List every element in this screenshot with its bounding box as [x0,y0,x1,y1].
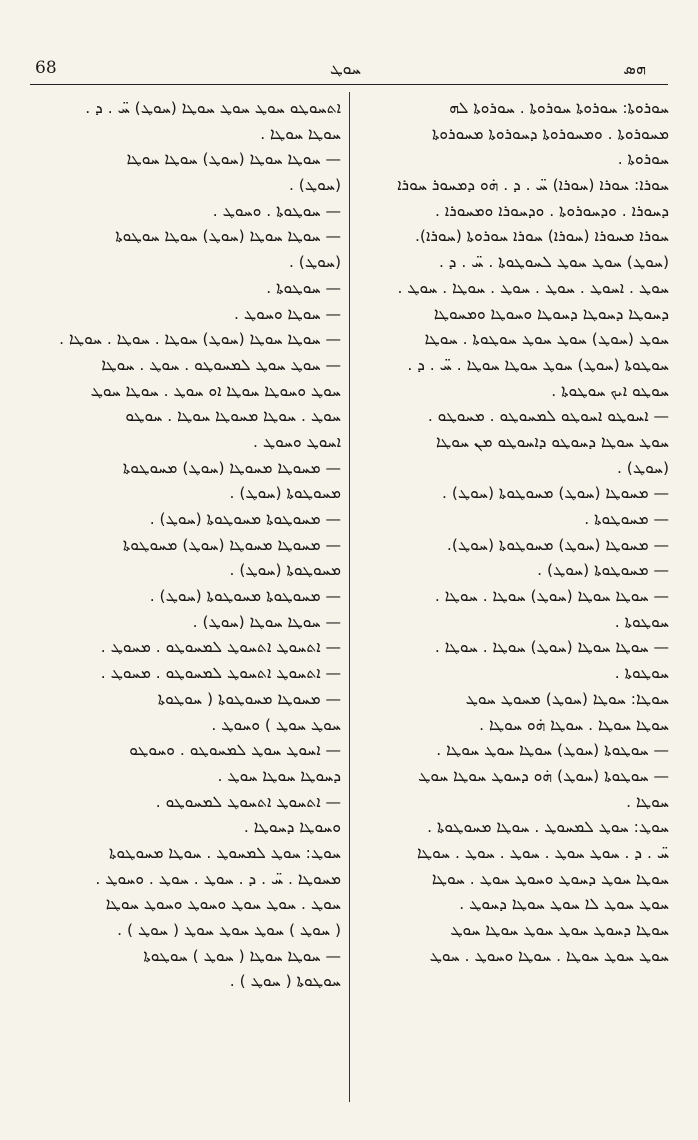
text-line: ܚܘܪܐ ܡܚܘܪܐ (ܚܘܪܐ) ܚܘܪܐ ܚܘܪܘܬܐ (ܚܘܪܐ). [414,227,669,246]
text-line: — ܚܘܛܐ ܚܘܛܐ (ܚܘܛ) ܚܘܛܐ ܚܘܛܘܬܐ [115,227,341,246]
left-column [29,96,341,995]
text-line: ܚܘܛܘܬܐ ( ܚܘܛ ) . [229,972,341,991]
text-line: ܚܘܪܘܬܐ: ܚܘܪܘܬܐ ܚܘܪܘܬܐ . ܚܘܪܘܬܐ ܠܗ [449,99,669,117]
text-line: — ܚܘܛܘܬܐ (ܚܘܛ) ܚܘܛܐ ܚܘܛ ܚܘܛܐ . [436,741,669,760]
text-line: ܚܘܛܘ ܐܝܟ ܚܘܛܘܬܐ . [551,381,669,400]
text-line: ܚܘܛ . ܚܘܛ ܚܘܛ ܘܚܘܛ ܘܚܘܛ ܚܘܛܐ [105,895,341,914]
column-divider [349,92,350,1102]
text-line: (ܚܘܛ) ܚܘܛ ܚܘܛ ܠܚܘܛܘܬܐ . ܚ̈ . ܕ . [438,253,669,272]
page-header [0,58,698,84]
right-column [357,96,669,969]
text-line: — ܐܬܚܘܛ ܐܬܚܘܛ ܠܡܚܘܛܘ . [155,792,341,811]
text-line: ܕܚܘܛܐ ܚܘܛܐ ܚܘܛ . [217,766,341,785]
text-line: ܚܘܪܘܬܐ . [617,150,669,169]
text-line: — ܡܚܘܛܐ (ܚܘܛ) ܡܚܘܛܘܬܐ (ܚܘܛ). [446,535,669,554]
text-line: ܚܘܛ ܚܘܛ ܚܘܛܐ . ܚܘܛܐ ܘܚܘܛ . ܚܘܛ [429,946,669,965]
text-line: — ܚܘܛܐ ܚܘܛܐ (ܚܘܛ) ܚܘܛܐ . ܚܘܛܐ . [434,587,669,606]
text-line: ܚܘܛܐ ܚܘܛܐ . [260,124,341,143]
text-line: — ܐܬܚܘܛ ܐܬܚܘܛ ܠܡܚܘܛܘ . ܡܚܘܛ . [100,664,341,683]
text-line: — ܚܘܛܘܬܐ (ܚܘܛ) ܗ̇ܘ ܕܚܘܛ ܚܘܛܐ ܚܘܛ [418,766,669,785]
page-number: 68 [35,58,57,78]
text-line: — ܡܚܘܛܘܬܐ ܡܚܘܛܘܬܐ (ܚܘܛ) . [149,587,341,606]
text-line: ܚܘܛܐ . [626,792,669,811]
text-line: ܚ̈ . ܕ . ܚܘܛ ܚܘܛ . ܚܘܛ . ܚܘܛ . ܚܘܛܐ [417,843,669,862]
text-line: — ܚܘܛܐ ܚܘܛܐ (ܚܘܛ) . [192,612,341,631]
text-line: (ܚܘܛ) . [616,458,669,477]
text-line: — ܚܘܛܘܬܐ . ܘܚܘܛ . [212,201,341,220]
text-line: — ܡܚܘܛܘܬܐ (ܚܘܛ) . [537,561,669,580]
text-line: — ܚܘܛ ܚܘܛ ܠܡܚܘܛܘ . ܚܘܛ . ܚܘܛܐ [101,355,341,374]
text-line: ܚܘܛܐ ܚܘܛܐ . ܚܘܛܐ ܗ̇ܘ ܚܘܛܐ . [479,715,669,734]
header-right-mark: ܗܣ [623,59,646,78]
text-line: — ܡܚܘܛܐ ܡܚܘܛܐ (ܚܘܛ) ܡܚܘܛܘܬܐ [122,458,341,477]
text-line: ܚܘܛ ܘܚܘܛܐ ܚܘܛܐ ܐܘ ܚܘܛ . ܚܘܛܐ ܚܘܛ [90,381,341,400]
text-line: ܕܚܘܪܐ . ܘܕܚܘܪܘܬܐ . ܘܕܚܘܪܐ ܘܡܚܘܪܐ . [434,201,669,220]
text-line: ܚܘܪܐ: ܚܘܪܐ (ܚܘܪܐ) ܚ̈ . ܕ . ܗ̇ܘ ܕܡܚܘܪ ܚܘܪܐ [397,176,669,195]
text-line: ܐܚܘܛ ܘܚܘܛ . [253,432,341,451]
text-line: ܚܘܛܐ ܕܚܘܛ ܚܘܛ ܚܘܛ ܚܘܛܐ ܚܘܛ [450,921,669,939]
text-line: ܚܘܛܐ ܚܘܛ ܕܚܘܛ ܘܚܘܛ ܚܘܛ . ܚܘܛܐ [431,869,669,888]
text-line: — ܚܘܛܘܬܐ . [266,278,341,297]
text-line: ܡܚܘܛܘܬܐ (ܚܘܛ) . [229,484,341,503]
text-line: ܚܘܛ: ܚܘܛ ܠܡܚܘܛ . ܚܘܛܐ ܡܚܘܛܘܬܐ [108,843,341,862]
text-line: — ܐܚܘܛܘ ܐܚܘܛܘ ܠܡܚܘܛܘ . ܡܚܘܛܘ . [427,407,669,426]
text-line: ܚܘܛܘܬܐ . [614,664,669,683]
text-line: — ܡܚܘܛܘܬܐ ܡܚܘܛܘܬܐ (ܚܘܛ) . [149,510,341,528]
text-line: (ܚܘܛ) . [288,253,341,272]
text-line: ( ܚܘܛ ) ܚܘܛ ܚܘܛ ܚܘܛ ( ܚܘܛ ) . [117,921,341,939]
text-line: ܚܘܛܘܬܐ (ܚܘܛ) ܚܘܛ ܚܘܛܐ ܚܘܛܐ . ܚ̈ . ܕ . [407,355,669,374]
text-line: ܕܚܘܛܐ ܕܚܘܛܐ ܕܚܘܛܐ ܘܚܘܛܐ ܘܡܚܘܛܐ [433,304,669,323]
text-line: ܚܘܛ ܚܘܛܐ ܕܚܘܛܘ ܕܐܚܘܛܘ ܡܢ ܚܘܛܐ [436,432,669,451]
running-head: ܚܘܛ [330,59,362,78]
text-line: — ܚܘܛܐ ܚܘܛܐ (ܚܘܛ) ܚܘܛܐ . ܚܘܛܐ . ܚܘܛܐ . [59,330,341,349]
text-line: (ܚܘܛ) . [288,176,341,195]
text-line: — ܚܘܛܐ ܚܘܛܐ (ܚܘܛ) ܚܘܛܐ . ܚܘܛܐ . [434,638,669,657]
text-line: — ܐܚܘܛ ܚܘܛ ܠܡܚܘܛܘ . ܘܚܘܛܘ [129,741,341,760]
text-line: — ܡܚܘܛܘܬܐ . [584,510,669,528]
text-line: ܚܘܛ . ܐܚܘܛ . ܚܘܛ . ܚܘܛ . ܚܘܛܐ . ܚܘܛ . [397,278,669,297]
text-line: ܡܚܘܪܘܬܐ . ܘܡܚܘܪܘܬܐ ܕܚܘܪܘܬܐ ܡܚܘܪܘܬܐ [431,124,669,143]
text-line: ܚܘܛܐ: ܚܘܛܐ (ܚܘܛ) ܡܚܘܛ ܚܘܛ [465,689,669,708]
text-line: ܚܘܛ ܚܘܛ ) ܘܚܘܛ . [211,715,341,734]
text-line: ܚܘܛ (ܚܘܛ) ܚܘܛ ܚܘܛ ܚܘܛܘܬܐ . ܚܘܛܐ [424,330,669,349]
text-line: — ܐܬܚܘܛ ܐܬܚܘܛ ܠܡܚܘܛܘ . ܡܚܘܛ . [100,638,341,657]
text-line: — ܡܚܘܛܐ (ܚܘܛ) ܡܚܘܛܘܬܐ (ܚܘܛ) . [441,484,669,503]
text-line: ܐܬܚܘܛܘ ܚܘܛ ܚܘܛ ܚܘܛܐ (ܚܘܛ) ܚ̈ . ܕ . [85,99,341,117]
text-line: ܡܚܘܛܘܬܐ (ܚܘܛ) . [229,561,341,580]
text-line: — ܚܘܛܐ ܚܘܛܐ (ܚܘܛ) ܚܘܛܐ ܚܘܛܐ [126,150,341,169]
text-line: ܚܘܛ ܚܘܛ ܠܐ ܚܘܛ ܚܘܛܐ ܕܚܘܛ . [459,895,669,914]
text-line: ܚܘܛܘܬܐ . [614,612,669,631]
text-line: — ܚܘܛܐ ܚܘܛܐ ( ܚܘܛ ) ܚܘܛܘܬܐ [143,946,341,965]
text-line: ܚܘܛ: ܚܘܛ ܠܡܚܘܛ . ܚܘܛܐ ܡܚܘܛܘܬܐ . [427,818,669,837]
text-line: — ܚܘܛܐ ܘܚܘܛ . [234,304,341,323]
text-line: — ܡܚܘܛܐ ܡܚܘܛܘܬܐ ( ܚܘܛܘܬܐ [157,689,341,708]
text-line: — ܡܚܘܛܐ ܡܚܘܛܐ (ܚܘܛ) ܡܚܘܛܘܬܐ [122,535,341,554]
header-rule [30,84,668,85]
text-line: ܚܘܛ . ܚܘܛܐ ܡܚܘܛܐ ܚܘܛܐ . ܚܘܛܘ [125,407,341,426]
text-line: ܡܚܘܛܐ . ܚ̈ . ܕ . ܚܘܛ . ܚܘܛ . ܘܚܘܛ . [95,869,341,888]
text-line: ܘܚܘܛܐ ܕܚܘܛܐ . [243,818,341,837]
